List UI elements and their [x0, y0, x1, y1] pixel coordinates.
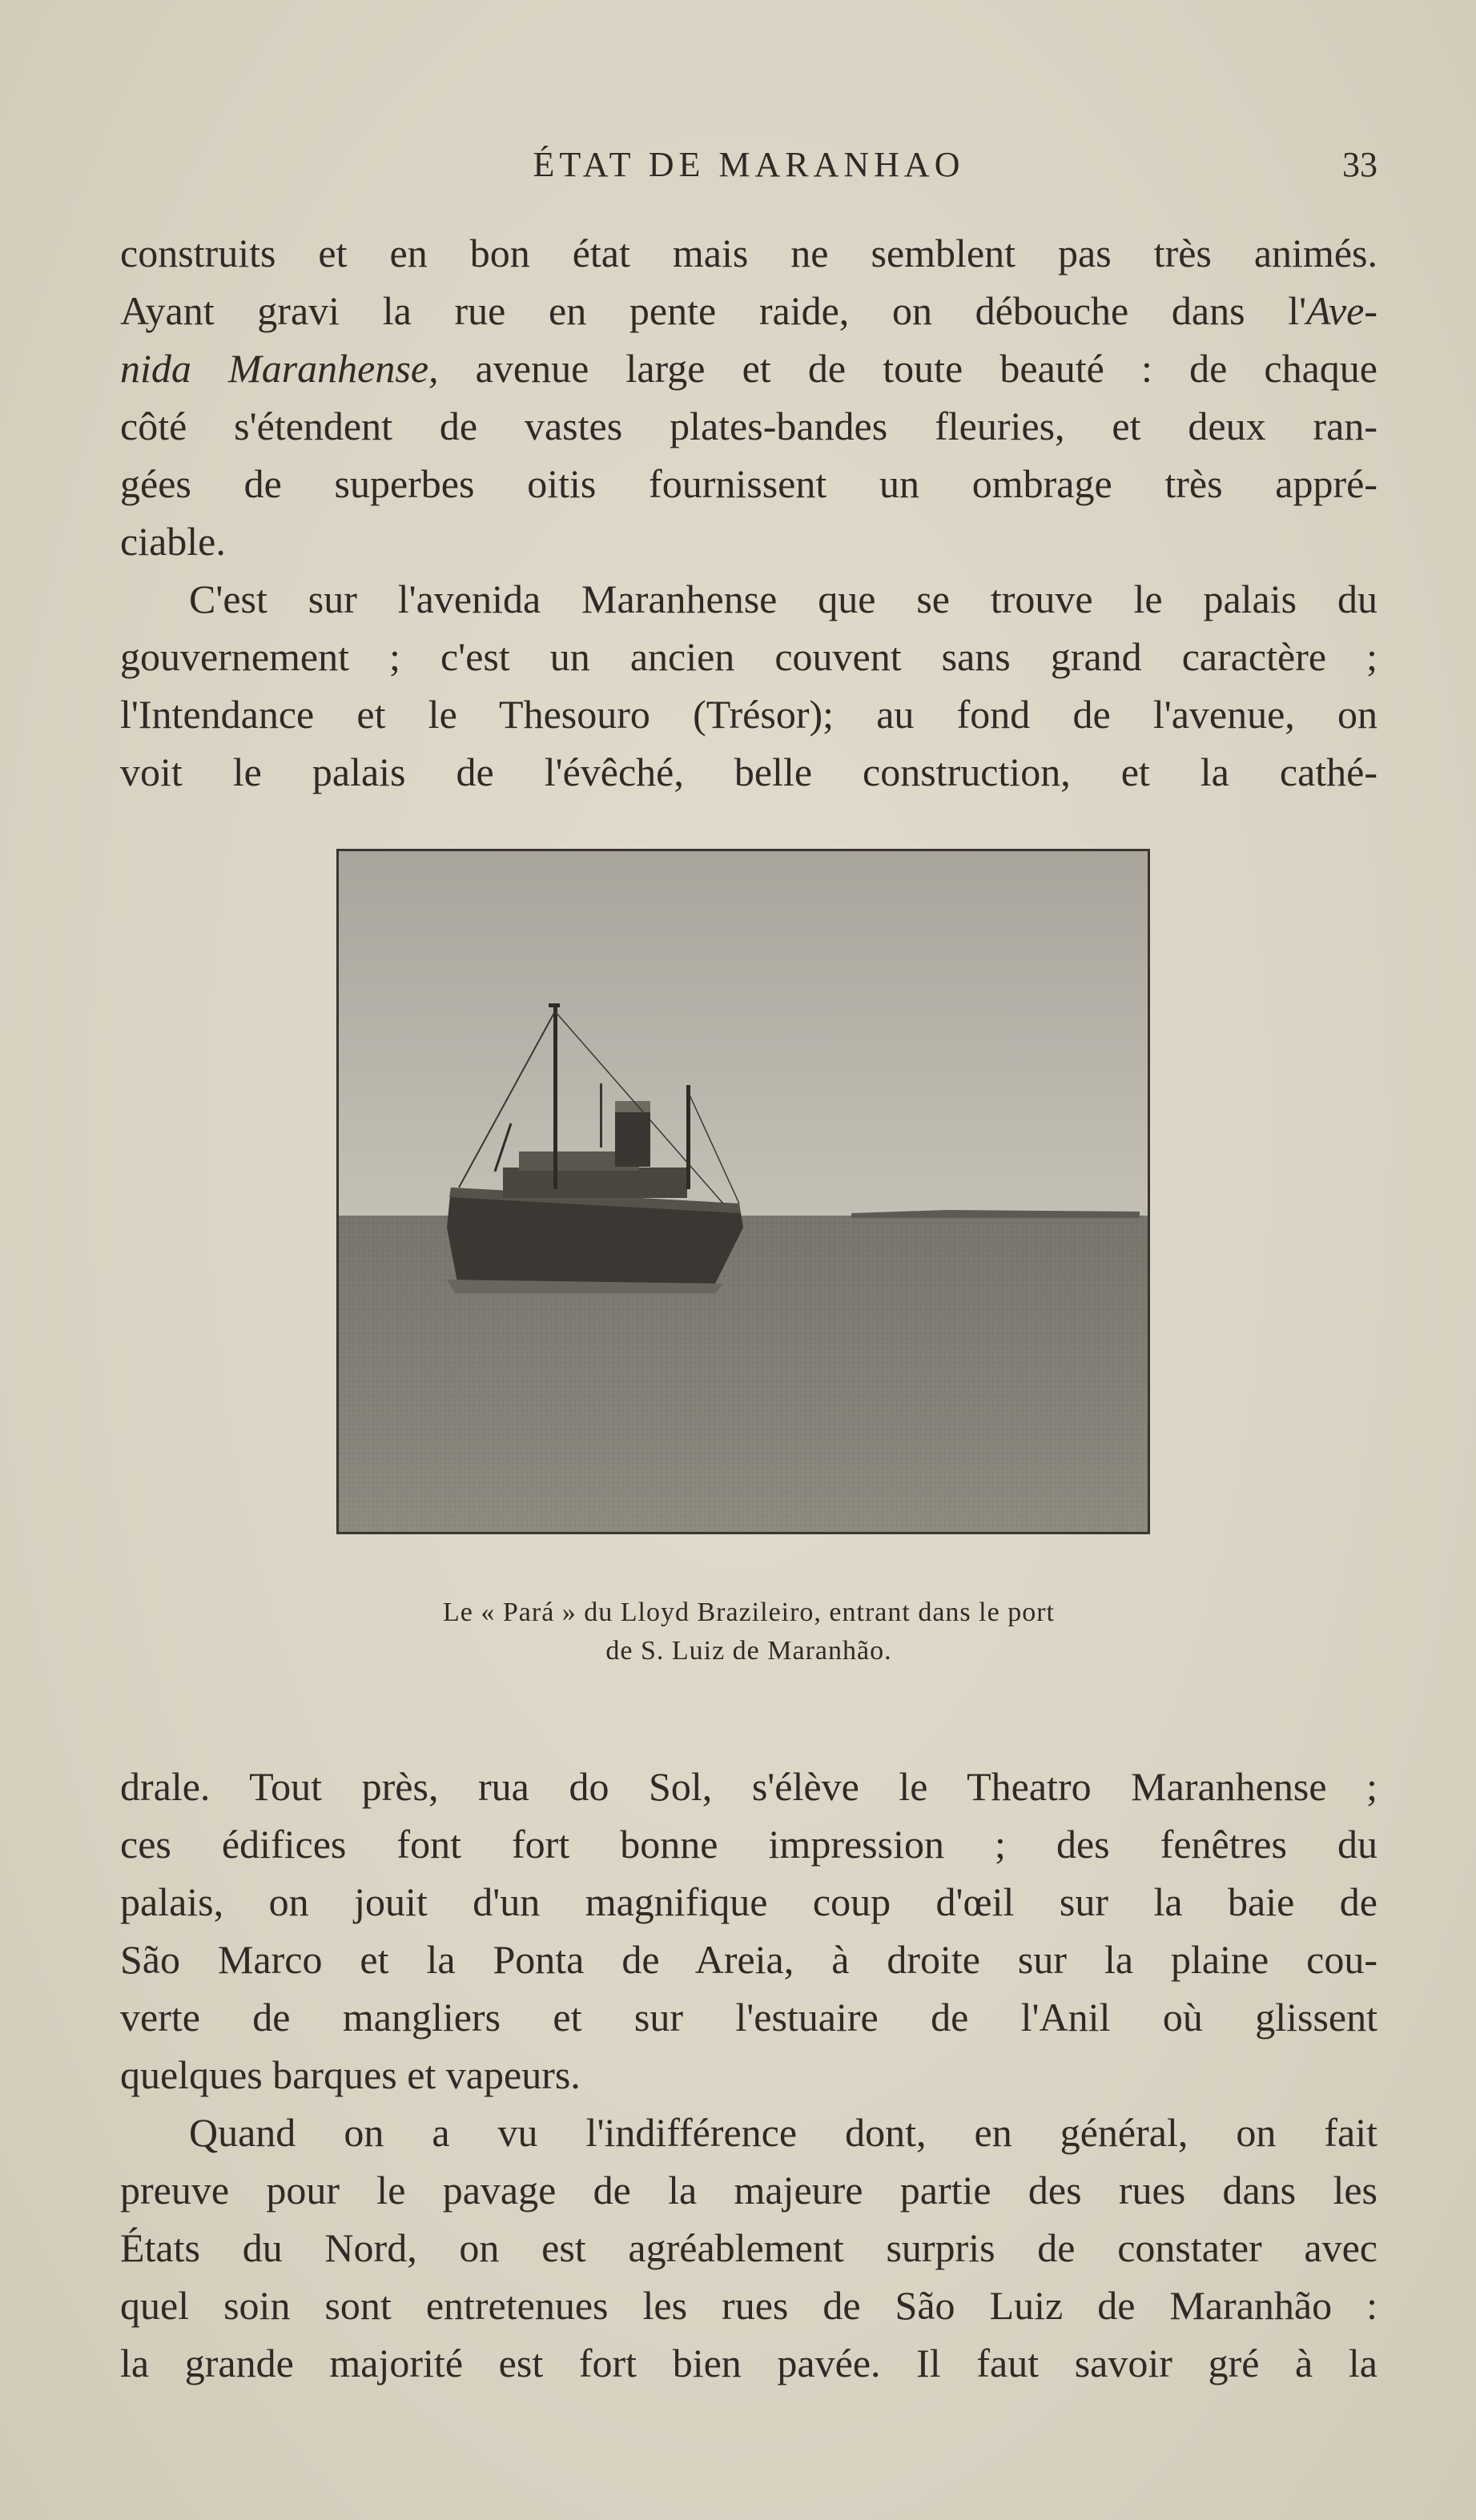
text-line: quel soin sont entretenues les rues de São Luiz de Maranhão :	[120, 2283, 1377, 2328]
text-line: construits et en bon état mais ne semblent pas très animés.	[120, 231, 1377, 275]
text-line: palais, on jouit d'un magnifique coup d'œil sur la baie de	[120, 1879, 1377, 1924]
text-line: la grande majorité est fort bien pavée. Il faut savoir gré à la	[120, 2341, 1377, 2385]
text-line: voit le palais de l'évêché, belle construction, et la cathé-	[120, 750, 1377, 794]
text-block-top	[120, 224, 1377, 801]
ship-photograph	[336, 849, 1150, 1534]
caption-line: Le « Pará » du Lloyd Brazileiro, entrant dans le port	[443, 1598, 1055, 1627]
text-line	[120, 282, 1377, 340]
figure-caption	[120, 1594, 1377, 1670]
text-line: gouvernement ; c'est un ancien couvent sans grand caractère ;	[120, 634, 1377, 679]
page-number: 33	[1342, 145, 1377, 184]
text-line: États du Nord, on est agréablement surpris de constater avec	[120, 2225, 1377, 2270]
text-line: drale. Tout près, rua do Sol, s'élève le Theatro Maranhense ;	[120, 1764, 1377, 1809]
text-line: ces édifices font fort bonne impression ; des fenêtres du	[120, 1822, 1377, 1867]
italic-term: nida Maranhense,	[120, 346, 439, 391]
text-line-part: avenue large et de toute beauté : de chaque	[438, 346, 1378, 391]
text-line: ciable.	[120, 519, 226, 564]
caption-line: de S. Luiz de Maranhão.	[605, 1636, 892, 1666]
text-line: C'est sur l'avenida Maranhense que se trouve le palais du	[189, 577, 1377, 621]
page-header	[120, 144, 1377, 192]
text-line: quelques barques et vapeurs.	[120, 2052, 581, 2097]
text-line: São Marco et la Ponta de Areia, à droite sur la plaine cou-	[120, 1937, 1377, 1982]
text-line: l'Intendance et le Thesouro (Trésor); au fond de l'avenue, on	[120, 692, 1377, 737]
text-line: verte de mangliers et sur l'estuaire de l'Anil où glissent	[120, 1995, 1377, 2040]
running-title: ÉTAT DE MARANHAO	[533, 145, 965, 184]
text-line: preuve pour le pavage de la majeure partie des rues dans les	[120, 2168, 1377, 2213]
text-line: gées de superbes oitis fournissent un ombrage très appré-	[120, 461, 1377, 506]
text-line: Quand on a vu l'indifférence dont, en général, on fait	[189, 2110, 1377, 2155]
text-block-bottom	[120, 1758, 1377, 2392]
text-line	[120, 340, 1377, 397]
text-line-part: Ayant gravi la rue en pente raide, on débouche dans l'	[120, 288, 1307, 333]
text-line: côté s'étendent de vastes plates-bandes fleuries, et deux ran-	[120, 404, 1377, 448]
italic-term: Ave-	[1306, 288, 1377, 333]
ship-photo-image	[339, 851, 1148, 1532]
